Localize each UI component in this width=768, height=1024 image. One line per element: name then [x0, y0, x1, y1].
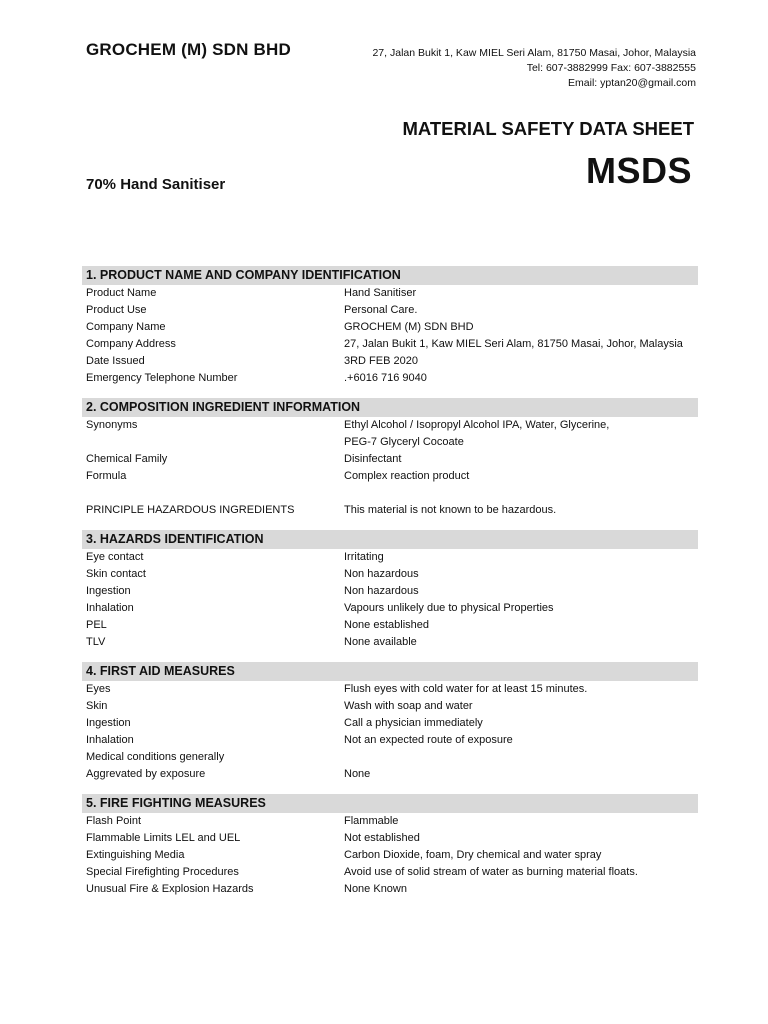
field-label: Aggrevated by exposure	[86, 768, 206, 780]
product-title: 70% Hand Sanitiser	[86, 176, 226, 193]
msds-section	[82, 266, 698, 387]
field-label: TLV	[86, 636, 106, 648]
msds-section	[82, 398, 698, 519]
field-row	[82, 336, 698, 353]
section-header: 1. PRODUCT NAME AND COMPANY IDENTIFICATION	[82, 266, 698, 285]
field-row	[82, 319, 698, 336]
field-row	[82, 847, 698, 864]
field-value: None available	[344, 636, 417, 648]
field-value: Complex reaction product	[344, 470, 470, 482]
section-header: 3. HAZARDS IDENTIFICATION	[82, 530, 698, 549]
field-label: PRINCIPLE HAZARDOUS INGREDIENTS	[86, 504, 295, 516]
field-row	[82, 417, 698, 451]
field-value: 3RD FEB 2020	[344, 355, 418, 367]
field-label: Ingestion	[86, 585, 131, 597]
section-header: 5. FIRE FIGHTING MEASURES	[82, 794, 698, 813]
document-heading: MATERIAL SAFETY DATA SHEET	[402, 118, 694, 139]
company-email: Email: yptan20@gmail.com	[568, 77, 696, 89]
field-value	[344, 749, 698, 766]
field-row	[82, 451, 698, 468]
field-row	[82, 549, 698, 566]
field-row	[82, 732, 698, 749]
field-value: Personal Care.	[344, 304, 418, 316]
field-value: Vapours unlikely due to physical Properties	[344, 602, 554, 614]
field-label: Emergency Telephone Number	[86, 372, 238, 384]
field-label: Product Use	[86, 304, 147, 316]
field-row	[82, 715, 698, 732]
field-label: Formula	[86, 470, 127, 482]
field-label: PEL	[86, 619, 107, 631]
field-row	[82, 285, 698, 302]
field-value: GROCHEM (M) SDN BHD	[344, 321, 474, 333]
field-label: Medical conditions generally	[86, 751, 225, 763]
field-label: Unusual Fire & Explosion Hazards	[86, 883, 254, 895]
field-value: Not established	[344, 832, 420, 844]
field-label: Product Name	[86, 287, 157, 299]
field-value: Call a physician immediately	[344, 717, 483, 729]
field-row	[82, 370, 698, 387]
field-label: Extinguishing Media	[86, 849, 185, 861]
field-value: This material is not known to be hazardous.	[344, 504, 557, 516]
field-label: Eyes	[86, 683, 111, 695]
field-row	[82, 502, 698, 519]
msds-section	[82, 662, 698, 783]
field-row	[82, 617, 698, 634]
company-name: GROCHEM (M) SDN BHD	[86, 40, 291, 59]
field-value: Non hazardous	[344, 568, 419, 580]
field-value: Disinfectant	[344, 453, 402, 465]
field-row	[82, 353, 698, 370]
field-label: Eye contact	[86, 551, 144, 563]
field-label: Flammable Limits LEL and UEL	[86, 832, 241, 844]
section-header: 2. COMPOSITION INGREDIENT INFORMATION	[82, 398, 698, 417]
msds-section	[82, 530, 698, 651]
company-tel-fax: Tel: 607-3882999 Fax: 607-3882555	[526, 62, 696, 74]
field-value: Flush eyes with cold water for at least 15 minutes.	[344, 683, 588, 695]
field-label: Company Name	[86, 321, 166, 333]
company-address: 27, Jalan Bukit 1, Kaw MIEL Seri Alam, 81750 Masai, Johor, Malaysia	[372, 47, 696, 59]
field-value: Avoid use of solid stream of water as burning material floats.	[344, 866, 638, 878]
field-value: 27, Jalan Bukit 1, Kaw MIEL Seri Alam, 81750 Masai, Johor, Malaysia	[344, 338, 683, 350]
field-value: Carbon Dioxide, foam, Dry chemical and water spray	[344, 849, 602, 861]
field-row	[82, 698, 698, 715]
field-row	[82, 766, 698, 783]
document-abbreviation: MSDS	[585, 150, 692, 191]
field-label: Inhalation	[86, 602, 134, 614]
field-value: Hand Sanitiser	[344, 287, 417, 299]
section-header: 4. FIRST AID MEASURES	[82, 662, 698, 681]
field-row	[82, 813, 698, 830]
field-value: None established	[344, 619, 430, 631]
field-label: Skin contact	[86, 568, 146, 580]
field-row	[82, 583, 698, 600]
field-label: Company Address	[86, 338, 176, 350]
field-row	[82, 681, 698, 698]
field-label: Synonyms	[86, 419, 138, 431]
field-row	[82, 600, 698, 617]
field-row	[82, 566, 698, 583]
field-row	[82, 302, 698, 319]
field-label: Flash Point	[86, 815, 142, 827]
field-row	[82, 830, 698, 847]
field-row	[82, 634, 698, 651]
field-value: Not an expected route of exposure	[344, 734, 513, 746]
field-row	[82, 749, 698, 766]
field-label: Special Firefighting Procedures	[86, 866, 239, 878]
field-row	[82, 468, 698, 485]
field-value: Wash with soap and water	[344, 700, 473, 712]
msds-sections	[82, 266, 698, 909]
field-row	[82, 864, 698, 881]
field-value: Ethyl Alcohol / Isopropyl Alcohol IPA, Water, Glycerine, PEG-7 Glyceryl Cocoate	[344, 419, 610, 448]
field-value: None Known	[344, 883, 407, 895]
field-label: Inhalation	[86, 734, 134, 746]
company-contact-block	[372, 46, 696, 91]
msds-section	[82, 794, 698, 898]
field-value: Flammable	[344, 815, 399, 827]
field-label: Date Issued	[86, 355, 145, 367]
field-label: Ingestion	[86, 717, 131, 729]
field-value: Irritating	[344, 551, 384, 563]
field-value: None	[344, 768, 371, 780]
field-label: Skin	[86, 700, 108, 712]
field-value: Non hazardous	[344, 585, 419, 597]
field-row	[82, 881, 698, 898]
field-label: Chemical Family	[86, 453, 168, 465]
field-value: .+6016 716 9040	[344, 372, 427, 384]
